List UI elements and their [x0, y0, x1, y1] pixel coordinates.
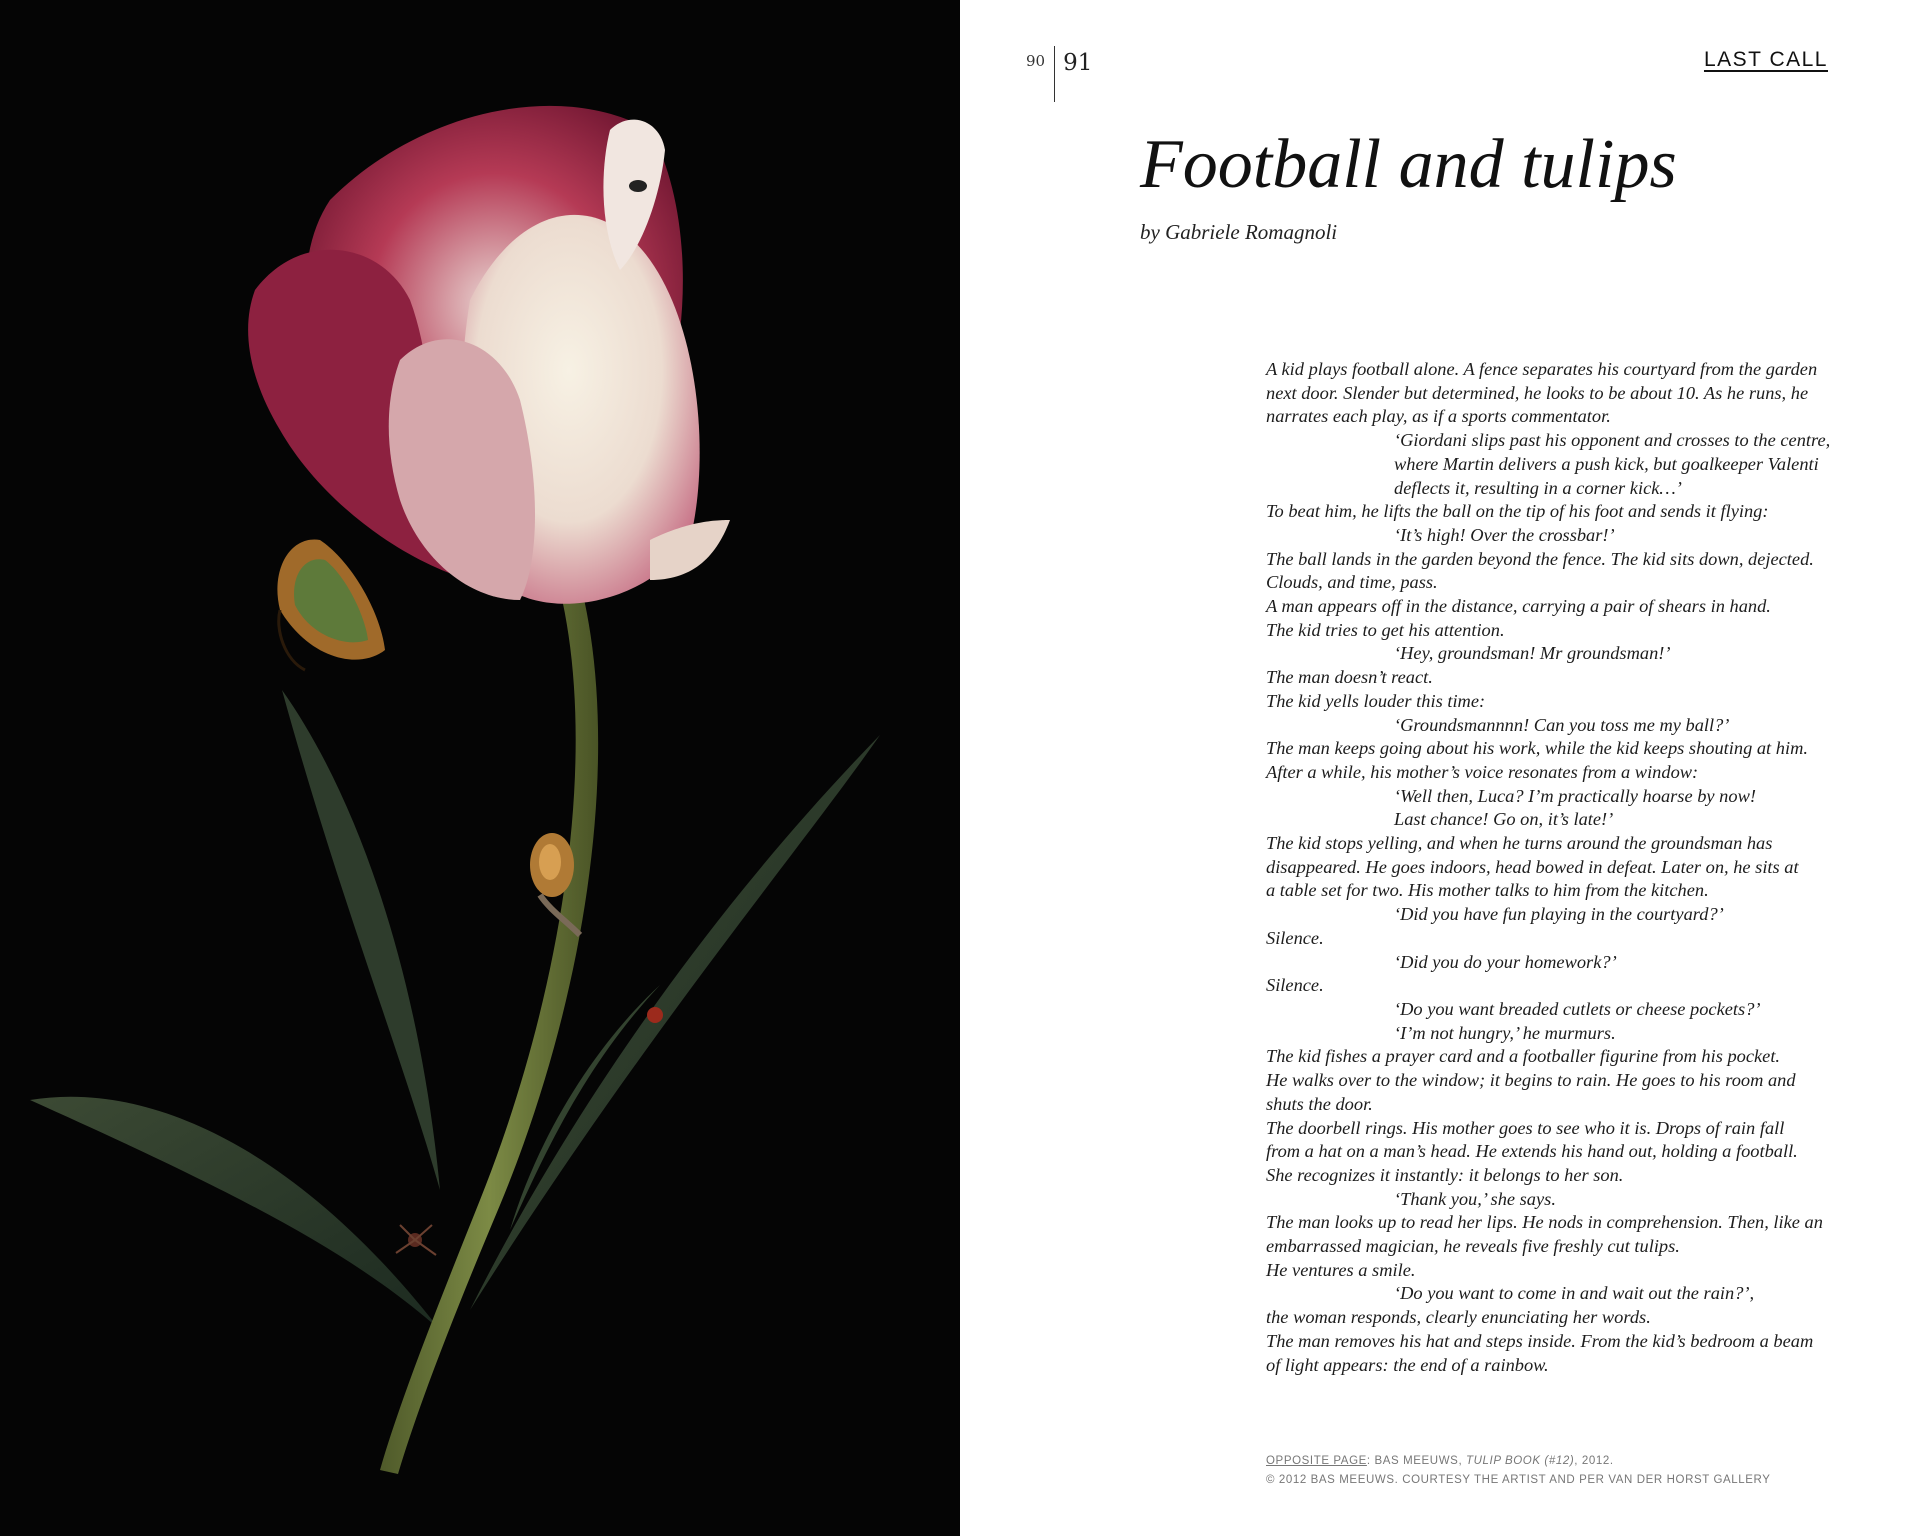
story-line: embarrassed magician, he reveals five freshly cut tulips.	[1266, 1236, 1680, 1257]
folio-divider	[1054, 46, 1055, 102]
story-line: disappeared. He goes indoors, head bowed in defeat. Later on, he sits at	[1266, 856, 1799, 877]
story-line: The kid tries to get his attention.	[1266, 619, 1505, 640]
story-line: Silence.	[1266, 975, 1324, 996]
story-line: ‘It’s high! Over the crossbar!’	[1394, 524, 1615, 545]
story-line: ‘Well then, Luca? I’m practically hoarse by now!	[1394, 785, 1756, 806]
story-line: The kid yells louder this time:	[1266, 690, 1486, 711]
photo-credit	[1266, 1452, 1771, 1490]
previous-page-number: 90	[1026, 52, 1046, 70]
story-line: narrates each play, as if a sports commentator.	[1266, 406, 1611, 427]
story-line: The man looks up to read her lips. He nods in comprehension. Then, like an	[1266, 1212, 1823, 1233]
fly	[629, 180, 647, 192]
story-line: ‘Do you want to come in and wait out the rain?’,	[1394, 1283, 1755, 1304]
credit-label: OPPOSITE PAGE	[1266, 1455, 1367, 1467]
story-line: where Martin delivers a push kick, but goalkeeper Valenti	[1394, 453, 1819, 474]
story-line: The man keeps going about his work, while the kid keeps shouting at him.	[1266, 738, 1808, 759]
story-line: Clouds, and time, pass.	[1266, 572, 1438, 593]
story-line: The doorbell rings. His mother goes to see who it is. Drops of rain fall	[1266, 1117, 1785, 1138]
story-line: The man doesn’t react.	[1266, 667, 1433, 688]
story-line: The man removes his hat and steps inside. From the kid’s bedroom a beam	[1266, 1330, 1814, 1351]
story-line: shuts the door.	[1266, 1093, 1373, 1114]
article-byline: by Gabriele Romagnoli	[1140, 220, 1338, 244]
story-line: The ball lands in the garden beyond the fence. The kid sits down, dejected.	[1266, 548, 1814, 569]
page-numbers	[1026, 46, 1092, 102]
spider	[396, 1225, 436, 1255]
story-line: ‘Hey, groundsman! Mr groundsman!’	[1394, 643, 1671, 664]
story-line: ‘I’m not hungry,’ he murmurs.	[1394, 1022, 1616, 1043]
article-title: Football and tulips	[1140, 126, 1677, 203]
story-line: ‘Did you do your homework?’	[1394, 951, 1617, 972]
story-line: Last chance! Go on, it’s late!’	[1394, 809, 1614, 830]
story-line: ‘Giordani slips past his opponent and crosses to the centre,	[1394, 430, 1831, 451]
current-page-number: 91	[1063, 50, 1093, 76]
leaf-right-long	[470, 735, 880, 1310]
story-line: ‘Groundsmannnn! Can you toss me my ball?’	[1394, 714, 1730, 735]
text-page	[960, 0, 1920, 1536]
credit-line-1	[1266, 1452, 1771, 1471]
story-line: The kid fishes a prayer card and a footballer figurine from his pocket.	[1266, 1046, 1781, 1067]
story-body	[1266, 358, 1876, 1377]
butterfly	[277, 540, 385, 670]
leaf-left-upper	[282, 690, 440, 1190]
story-line: He walks over to the window; it begins to rain. He goes to his room and	[1266, 1070, 1796, 1091]
story-line: of light appears: the end of a rainbow.	[1266, 1354, 1549, 1375]
leaf-left-long	[30, 1097, 440, 1330]
story-line: the woman responds, clearly enunciating her words.	[1266, 1307, 1651, 1328]
story-line: The kid stops yelling, and when he turns around the groundsman has	[1266, 833, 1773, 854]
story-line: ‘Did you have fun playing in the courtyard?’	[1394, 904, 1724, 925]
credit-separator: :	[1366, 1455, 1375, 1467]
story-line: next door. Slender but determined, he looks to be about 10. As he runs, he	[1266, 382, 1809, 403]
story-line: Silence.	[1266, 927, 1324, 948]
story-line: ‘Thank you,’ she says.	[1394, 1188, 1556, 1209]
story-line: deflects it, resulting in a corner kick…’	[1394, 477, 1682, 498]
section-label[interactable]: LAST CALL	[1703, 48, 1828, 71]
story-line: a table set for two. His mother talks to him from the kitchen.	[1266, 880, 1709, 901]
credit-work: TULIP BOOK (#12)	[1466, 1455, 1575, 1467]
story-line: To beat him, he lifts the ball on the tip of his foot and sends it flying:	[1266, 501, 1769, 522]
story-line: After a while, his mother’s voice resonates from a window:	[1266, 761, 1699, 782]
ladybird	[647, 1007, 663, 1023]
story-line: He ventures a smile.	[1266, 1259, 1416, 1280]
story-line: ‘Do you want breaded cutlets or cheese pockets?’	[1394, 998, 1761, 1019]
story-line: She recognizes it instantly: it belongs to her son.	[1266, 1164, 1624, 1185]
credit-year: , 2012.	[1574, 1455, 1614, 1467]
credit-copyright: © 2012 BAS MEEUWS. COURTESY THE ARTIST AND PER VAN DER HORST GALLERY	[1266, 1474, 1771, 1486]
story-line: A kid plays football alone. A fence separates his courtyard from the garden	[1266, 359, 1818, 379]
story-line: A man appears off in the distance, carrying a pair of shears in hand.	[1266, 596, 1771, 617]
credit-artist: BAS MEEUWS,	[1374, 1455, 1467, 1467]
story-line: from a hat on a man’s head. He extends his hand out, holding a football.	[1266, 1141, 1798, 1162]
